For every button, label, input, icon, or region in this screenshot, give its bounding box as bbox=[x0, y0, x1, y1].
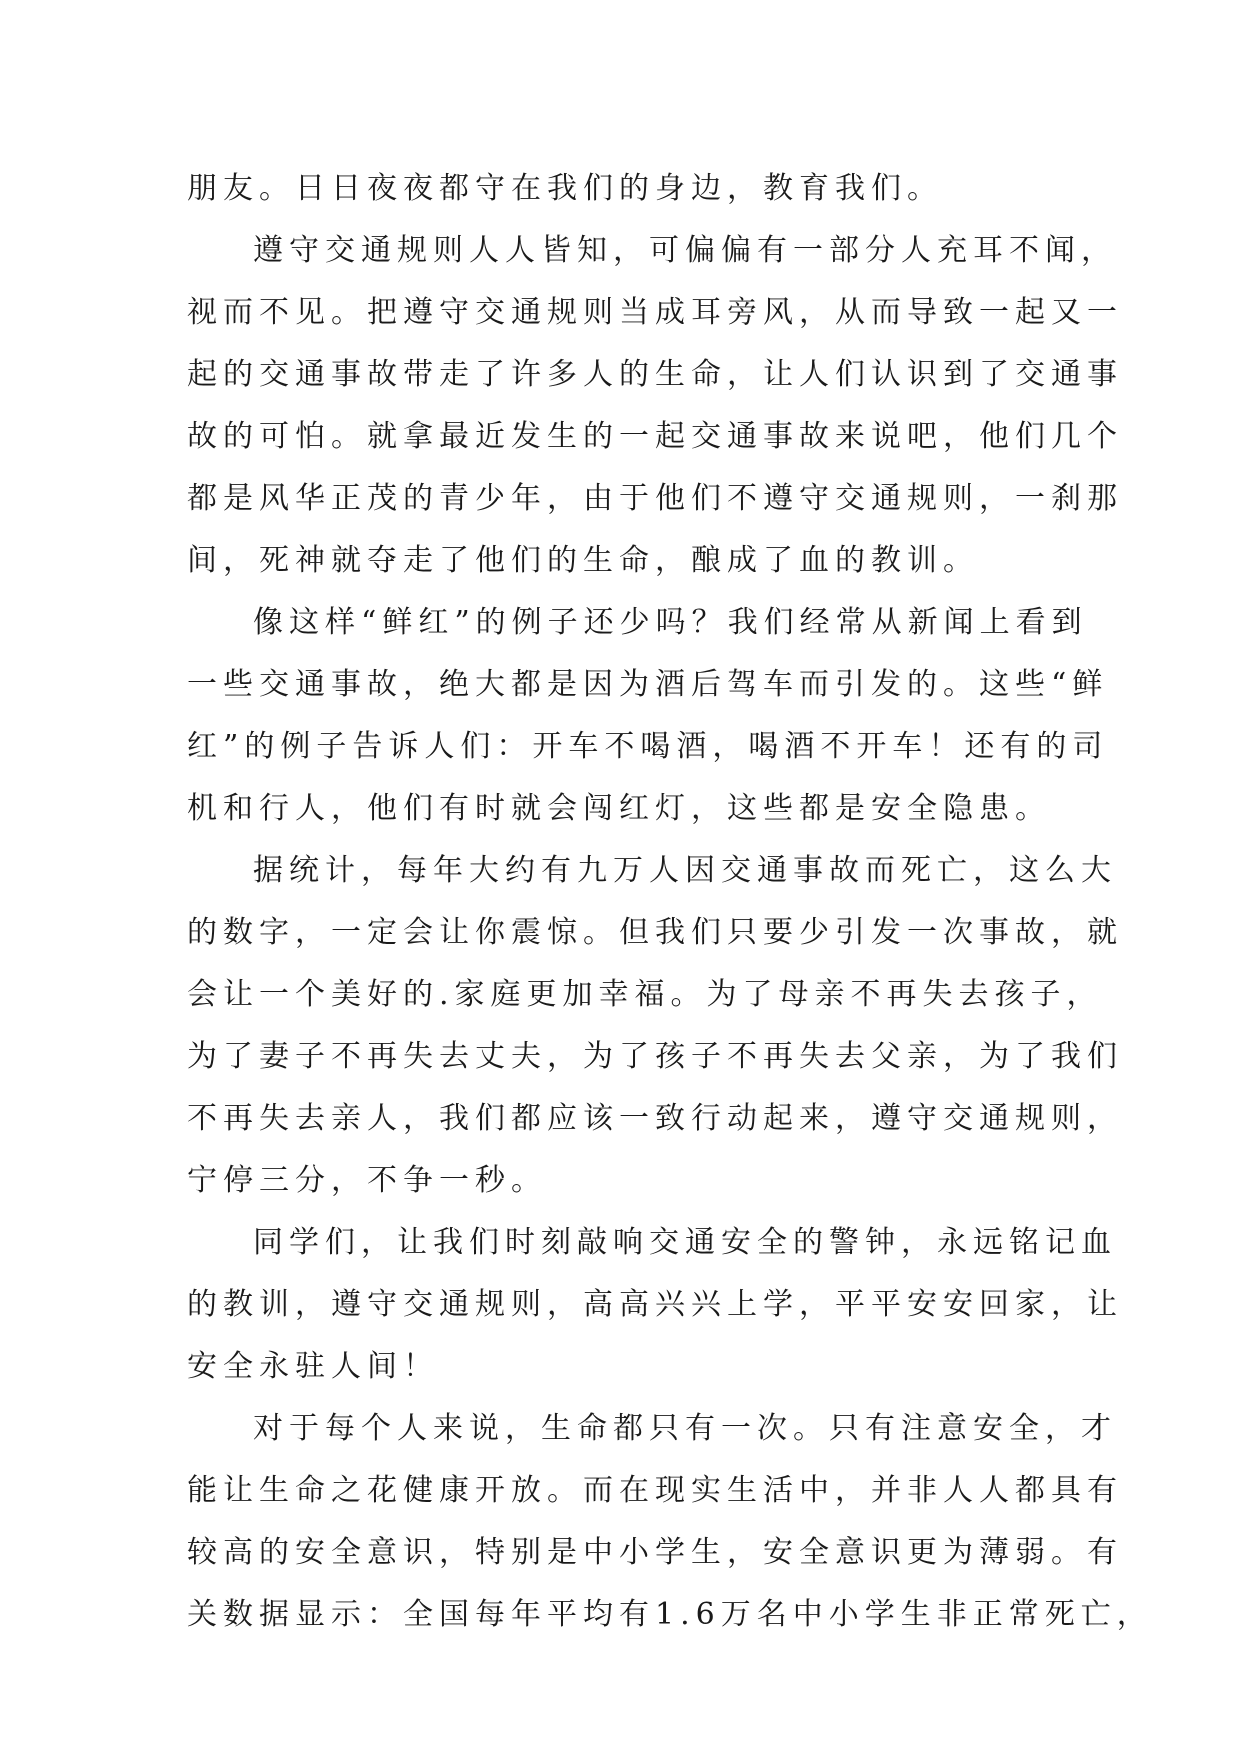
text-line: 都是风华正茂的青少年，由于他们不遵守交通规则，一刹那 bbox=[187, 481, 1123, 516]
text-line: 宁停三分，不争一秒。 bbox=[187, 1163, 547, 1198]
text-line: 起的交通事故带走了许多人的生命，让人们认识到了交通事 bbox=[187, 357, 1123, 392]
text-line: 朋友。日日夜夜都守在我们的身边，教育我们。 bbox=[187, 171, 943, 206]
text-line: 机和行人，他们有时就会闯红灯，这些都是安全隐患。 bbox=[187, 791, 1051, 826]
paragraph-start-line: 像这样“鲜红”的例子还少吗？我们经常从新闻上看到 bbox=[253, 605, 1088, 640]
text-line: 故的可怕。就拿最近发生的一起交通事故来说吧，他们几个 bbox=[187, 419, 1123, 454]
paragraph-start-line: 遵守交通规则人人皆知，可偏偏有一部分人充耳不闻， bbox=[253, 233, 1117, 268]
text-line: 较高的安全意识，特别是中小学生，安全意识更为薄弱。有 bbox=[187, 1535, 1123, 1570]
text-line: 视而不见。把遵守交通规则当成耳旁风，从而导致一起又一 bbox=[187, 295, 1123, 330]
text-line: 的数字，一定会让你震惊。但我们只要少引发一次事故，就 bbox=[187, 915, 1123, 950]
text-line: 红”的例子告诉人们：开车不喝酒，喝酒不开车！还有的司 bbox=[187, 729, 1109, 764]
text-line: 会让一个美好的.家庭更加幸福。为了母亲不再失去孩子， bbox=[187, 977, 1103, 1012]
text-line: 不再失去亲人，我们都应该一致行动起来，遵守交通规则， bbox=[187, 1101, 1123, 1136]
text-line: 的教训，遵守交通规则，高高兴兴上学，平平安安回家，让 bbox=[187, 1287, 1123, 1322]
text-line: 间，死神就夺走了他们的生命，酿成了血的教训。 bbox=[187, 543, 979, 578]
paragraph-start-line: 据统计，每年大约有九万人因交通事故而死亡，这么大 bbox=[253, 853, 1117, 888]
text-line: 关数据显示：全国每年平均有1.6万名中小学生非正常死亡， bbox=[187, 1597, 1153, 1632]
paragraph-start-line: 同学们，让我们时刻敲响交通安全的警钟，永远铭记血 bbox=[253, 1225, 1117, 1260]
text-line: 能让生命之花健康开放。而在现实生活中，并非人人都具有 bbox=[187, 1473, 1123, 1508]
text-line: 为了妻子不再失去丈夫，为了孩子不再失去父亲，为了我们 bbox=[187, 1039, 1123, 1074]
paragraph-start-line: 对于每个人来说，生命都只有一次。只有注意安全，才 bbox=[253, 1411, 1117, 1446]
text-line: 安全永驻人间！ bbox=[187, 1349, 439, 1384]
text-line: 一些交通事故，绝大都是因为酒后驾车而引发的。这些“鲜 bbox=[187, 667, 1109, 702]
body-text bbox=[187, 158, 1153, 1646]
